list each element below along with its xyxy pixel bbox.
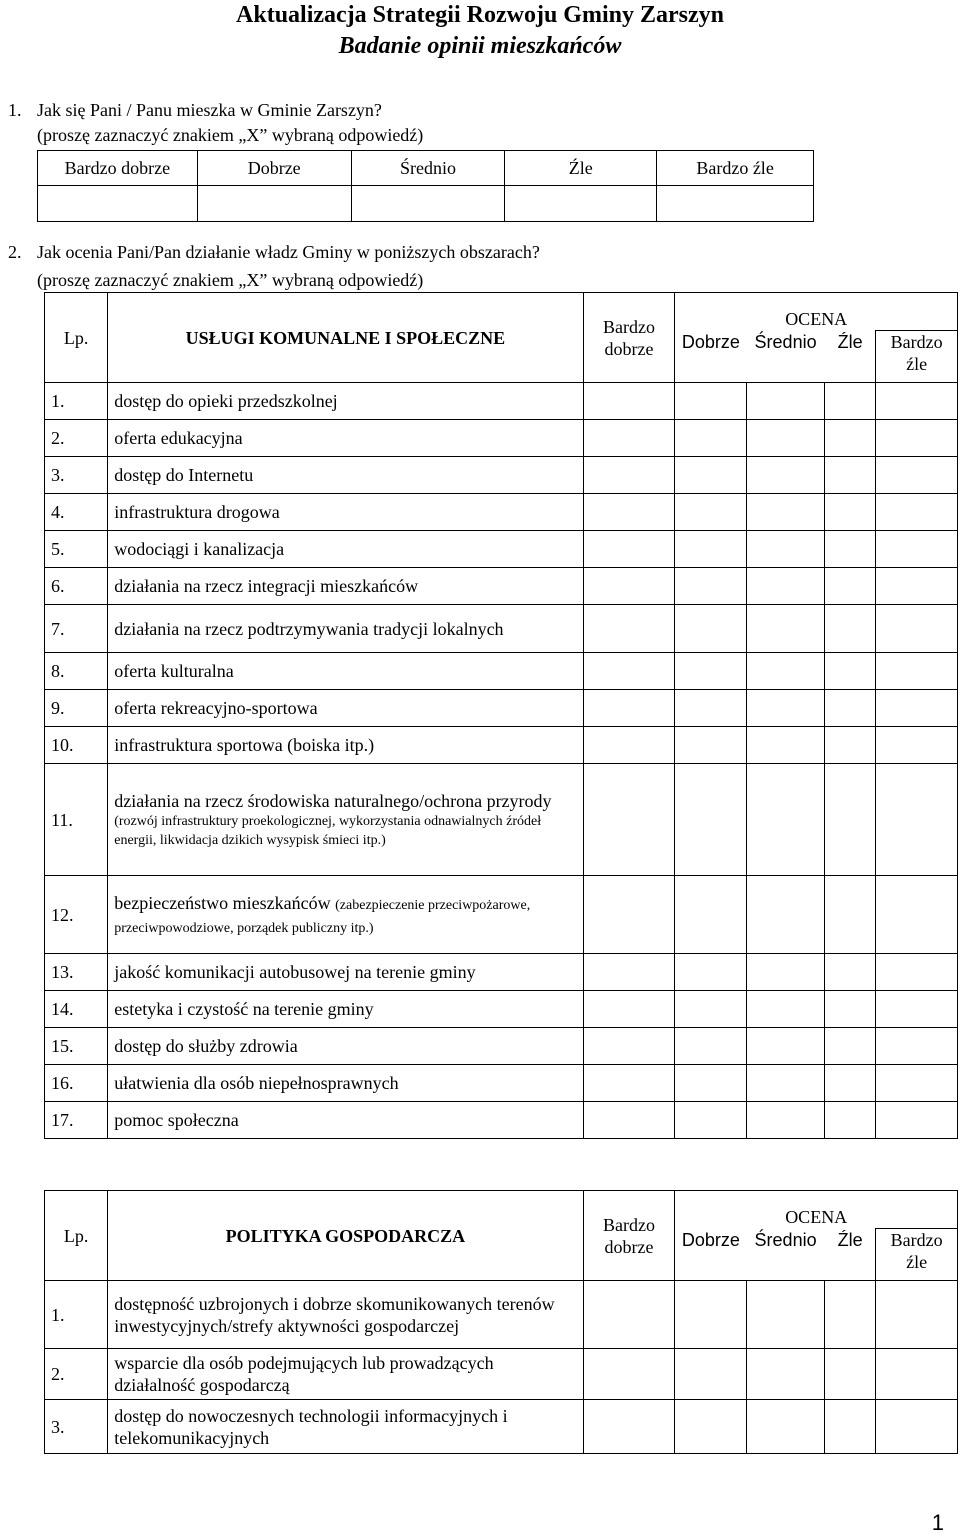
row-label-text: dostępność uzbrojonych i dobrze skomunikowanych terenów inwestycyjnych/strefy aktywności gospodarczej	[114, 1293, 555, 1336]
row-label	[108, 605, 583, 653]
rating-cell[interactable]	[876, 1065, 958, 1102]
table-row	[45, 991, 958, 1028]
rating-cell[interactable]	[746, 653, 825, 690]
row-label	[108, 991, 583, 1028]
row-label	[108, 690, 583, 727]
rating-cell[interactable]	[876, 605, 958, 653]
rating-cell[interactable]	[675, 876, 746, 954]
rating-cell[interactable]	[746, 690, 825, 727]
table-row	[45, 727, 958, 764]
table-row	[45, 531, 958, 568]
question-text: Jak ocenia Pani/Pan działanie władz Gminy w poniższych obszarach?	[37, 242, 540, 262]
table-row	[45, 1349, 958, 1400]
rating-cell[interactable]	[746, 420, 825, 457]
rating-cell[interactable]	[675, 1281, 746, 1349]
row-label-text: dostęp do opieki przedszkolnej	[114, 391, 338, 411]
rating-cell[interactable]	[583, 764, 675, 876]
row-label	[108, 1281, 583, 1349]
rating-cell[interactable]	[675, 1065, 746, 1102]
rating-cell[interactable]	[825, 1102, 876, 1139]
rating-cell[interactable]	[746, 1102, 825, 1139]
row-label-text: dostęp do nowoczesnych technologii informacyjnych i telekomunikacyjnych	[114, 1405, 508, 1448]
row-label	[108, 1028, 583, 1065]
table-row	[45, 954, 958, 991]
row-label	[108, 531, 583, 568]
rating-cell[interactable]	[583, 653, 675, 690]
rating-cell[interactable]	[675, 1028, 746, 1065]
table-row	[45, 653, 958, 690]
rating-cell[interactable]	[675, 690, 746, 727]
rating-cell[interactable]	[876, 1281, 958, 1349]
page-number: 1	[931, 1510, 944, 1535]
rating-cell[interactable]	[876, 991, 958, 1028]
table-row	[45, 568, 958, 605]
row-label-text: działania na rzecz integracji mieszkańców	[114, 576, 419, 596]
rating-cell[interactable]	[746, 568, 825, 605]
rating-cell[interactable]	[876, 1028, 958, 1065]
rating-cell[interactable]	[675, 727, 746, 764]
rating-cell[interactable]	[583, 383, 675, 420]
rating-cell[interactable]	[876, 764, 958, 876]
rating-cell[interactable]	[583, 568, 675, 605]
table-row	[45, 1102, 958, 1139]
question-2	[8, 240, 540, 264]
row-label-text: działania na rzecz środowiska naturalnego/ochrona przyrody	[114, 790, 552, 811]
rating-cell[interactable]	[583, 420, 675, 457]
option-label: Źle	[505, 151, 657, 186]
table-row	[45, 383, 958, 420]
row-label-text: pomoc społeczna	[114, 1110, 239, 1130]
rating-cell[interactable]	[825, 568, 876, 605]
rating-cell[interactable]	[876, 1400, 958, 1454]
rating-cell[interactable]	[583, 1102, 675, 1139]
row-label	[108, 653, 583, 690]
question-number: 2.	[8, 242, 22, 262]
answer-cell[interactable]	[505, 186, 657, 222]
row-number: 1.	[45, 1281, 108, 1349]
option-label: Średnio	[351, 151, 505, 186]
rating-cell[interactable]	[746, 1281, 825, 1349]
option-label: Bardzo źle	[657, 151, 814, 186]
table-row	[45, 494, 958, 531]
row-label	[108, 1065, 583, 1102]
rating-cell[interactable]	[825, 653, 876, 690]
rating-cell[interactable]	[583, 1281, 675, 1349]
table-row	[45, 690, 958, 727]
row-label-text: jakość komunikacji autobusowej na terenie gminy	[114, 962, 476, 982]
table-row	[45, 605, 958, 653]
rating-cell[interactable]	[825, 383, 876, 420]
table-header-row	[45, 1191, 958, 1229]
rating-cell[interactable]	[583, 494, 675, 531]
rating-cell[interactable]	[675, 653, 746, 690]
rating-cell[interactable]	[746, 876, 825, 954]
answer-cell[interactable]	[38, 186, 198, 222]
rating-cell[interactable]	[583, 690, 675, 727]
rating-cell[interactable]	[825, 991, 876, 1028]
row-label	[108, 457, 583, 494]
row-label	[108, 876, 583, 954]
rating-header-zle: Źle	[825, 1229, 876, 1281]
question-2-hint: (proszę zaznaczyć znakiem „X” wybraną odpowiedź)	[37, 270, 424, 290]
rating-cell[interactable]	[876, 1102, 958, 1139]
row-label-text: ułatwienia dla osób niepełnosprawnych	[114, 1073, 399, 1093]
row-label	[108, 1349, 583, 1400]
lp-header: Lp.	[45, 293, 108, 383]
row-number: 17.	[45, 1102, 108, 1139]
rating-cell[interactable]	[583, 1349, 675, 1400]
row-label-text: wodociągi i kanalizacja	[114, 539, 285, 559]
answer-cell[interactable]	[197, 186, 351, 222]
rating-cell[interactable]	[675, 457, 746, 494]
row-label	[108, 1400, 583, 1454]
rating-cell[interactable]	[825, 420, 876, 457]
rating-cell[interactable]	[876, 690, 958, 727]
row-number: 4.	[45, 494, 108, 531]
rating-cell[interactable]	[583, 457, 675, 494]
rating-cell[interactable]	[876, 420, 958, 457]
section-heading: POLITYKA GOSPODARCZA	[108, 1191, 583, 1281]
rating-cell[interactable]	[876, 383, 958, 420]
rating-cell[interactable]	[746, 1400, 825, 1454]
table-row	[45, 764, 958, 876]
rating-cell[interactable]	[583, 1028, 675, 1065]
rating-table-services	[44, 292, 958, 1139]
rating-cell[interactable]	[825, 1065, 876, 1102]
rating-cell[interactable]	[825, 1349, 876, 1400]
row-label-text: infrastruktura sportowa (boiska itp.)	[114, 735, 375, 755]
rating-cell[interactable]	[825, 1281, 876, 1349]
rating-cell[interactable]	[825, 876, 876, 954]
rating-cell[interactable]	[675, 991, 746, 1028]
option-label: Bardzo dobrze	[38, 151, 198, 186]
rating-cell[interactable]	[583, 991, 675, 1028]
rating-cell[interactable]	[583, 1400, 675, 1454]
rating-cell[interactable]	[746, 991, 825, 1028]
row-label-text: dostęp do służby zdrowia	[114, 1036, 298, 1056]
row-number: 2.	[45, 1349, 108, 1400]
rating-cell[interactable]	[675, 605, 746, 653]
rating-cell[interactable]	[746, 531, 825, 568]
row-number: 16.	[45, 1065, 108, 1102]
rating-header-bardzo-zle: Bardzo źle	[876, 331, 958, 383]
rating-cell[interactable]	[583, 954, 675, 991]
rating-cell[interactable]	[746, 727, 825, 764]
row-label	[108, 764, 583, 876]
row-label	[108, 494, 583, 531]
rating-cell[interactable]	[675, 764, 746, 876]
row-label	[108, 1102, 583, 1139]
rating-header-bardzo-zle: Bardzo źle	[876, 1229, 958, 1281]
row-number: 8.	[45, 653, 108, 690]
option-label: Dobrze	[197, 151, 351, 186]
row-label	[108, 568, 583, 605]
rating-header-dobrze: Dobrze	[675, 1229, 746, 1281]
rating-cell[interactable]	[583, 605, 675, 653]
row-number: 5.	[45, 531, 108, 568]
question-text: Jak się Pani / Panu mieszka w Gminie Zarszyn?	[37, 100, 382, 120]
row-label-text: oferta kulturalna	[114, 661, 234, 681]
row-label-note: (zabezpieczenie przeciwpożarowe, przeciwpowodziowe, porządek publiczny itp.)	[114, 897, 531, 936]
rating-cell[interactable]	[876, 876, 958, 954]
rating-cell[interactable]	[746, 494, 825, 531]
rating-cell[interactable]	[876, 494, 958, 531]
row-number: 3.	[45, 457, 108, 494]
row-label	[108, 727, 583, 764]
row-label-text: infrastruktura drogowa	[114, 502, 280, 522]
rating-header-bardzo-dobrze: Bardzo dobrze	[583, 1191, 675, 1281]
rating-cell[interactable]	[675, 568, 746, 605]
rating-cell[interactable]	[825, 727, 876, 764]
rating-cell[interactable]	[583, 876, 675, 954]
rating-cell[interactable]	[825, 764, 876, 876]
table-header-row	[45, 293, 958, 331]
ocena-header: OCENA	[675, 1191, 958, 1229]
rating-cell[interactable]	[746, 383, 825, 420]
rating-cell[interactable]	[876, 457, 958, 494]
rating-cell[interactable]	[675, 531, 746, 568]
rating-cell[interactable]	[876, 1349, 958, 1400]
rating-cell[interactable]	[746, 1349, 825, 1400]
row-number: 7.	[45, 605, 108, 653]
rating-cell[interactable]	[876, 531, 958, 568]
row-label-text: oferta edukacyjna	[114, 428, 243, 448]
rating-cell[interactable]	[583, 1065, 675, 1102]
rating-cell[interactable]	[675, 1102, 746, 1139]
rating-cell[interactable]	[675, 494, 746, 531]
rating-cell[interactable]	[876, 568, 958, 605]
rating-cell[interactable]	[825, 605, 876, 653]
row-number: 12.	[45, 876, 108, 954]
row-number: 9.	[45, 690, 108, 727]
rating-cell[interactable]	[825, 690, 876, 727]
rating-cell[interactable]	[825, 494, 876, 531]
row-label	[108, 383, 583, 420]
row-label-text: bezpieczeństwo mieszkańców	[114, 892, 331, 913]
row-number: 1.	[45, 383, 108, 420]
row-number: 2.	[45, 420, 108, 457]
document-title: Aktualizacja Strategii Rozwoju Gminy Zarszyn	[236, 2, 724, 28]
answer-cell[interactable]	[351, 186, 505, 222]
row-number: 13.	[45, 954, 108, 991]
row-label-text: wsparcie dla osób podejmujących lub prowadzących działalność gospodarczą	[114, 1353, 494, 1395]
rating-cell[interactable]	[746, 457, 825, 494]
rating-cell[interactable]	[583, 727, 675, 764]
rating-cell[interactable]	[746, 1028, 825, 1065]
row-number: 6.	[45, 568, 108, 605]
rating-cell[interactable]	[746, 954, 825, 991]
rating-cell[interactable]	[825, 457, 876, 494]
rating-cell[interactable]	[675, 1400, 746, 1454]
question-1	[8, 98, 382, 122]
document-subtitle: Badanie opinii mieszkańców	[338, 33, 622, 59]
row-number: 11.	[45, 764, 108, 876]
rating-cell[interactable]	[583, 531, 675, 568]
question-number: 1.	[8, 100, 22, 120]
section-heading: USŁUGI KOMUNALNE I SPOŁECZNE	[108, 293, 583, 383]
table-row	[45, 1065, 958, 1102]
row-label-note: (rozwój infrastruktury proekologicznej, wykorzystania odnawialnych źródeł energii, likwidacja dzikich wysypisk śmieci itp.)	[114, 813, 542, 848]
row-number: 15.	[45, 1028, 108, 1065]
rating-cell[interactable]	[825, 531, 876, 568]
rating-cell[interactable]	[746, 1065, 825, 1102]
rating-cell[interactable]	[825, 954, 876, 991]
rating-cell[interactable]	[675, 954, 746, 991]
rating-cell[interactable]	[876, 653, 958, 690]
rating-cell[interactable]	[746, 764, 825, 876]
rating-cell[interactable]	[876, 727, 958, 764]
row-label-text: estetyka i czystość na terenie gminy	[114, 999, 374, 1019]
ocena-header: OCENA	[675, 293, 958, 331]
table-row	[45, 420, 958, 457]
rating-cell[interactable]	[675, 1349, 746, 1400]
row-label-text: działania na rzecz podtrzymywania tradycji lokalnych	[114, 618, 504, 639]
table-row	[45, 1281, 958, 1349]
row-number: 3.	[45, 1400, 108, 1454]
rating-cell[interactable]	[825, 1400, 876, 1454]
row-label-text: oferta rekreacyjno-sportowa	[114, 698, 318, 718]
answer-cell[interactable]	[657, 186, 814, 222]
rating-cell[interactable]	[746, 605, 825, 653]
lp-header: Lp.	[45, 1191, 108, 1281]
rating-cell[interactable]	[675, 383, 746, 420]
table-row	[45, 1400, 958, 1454]
rating-table-economy	[44, 1190, 958, 1454]
rating-cell[interactable]	[825, 1028, 876, 1065]
table-row	[45, 457, 958, 494]
row-number: 10.	[45, 727, 108, 764]
answer-input-row	[38, 186, 814, 222]
row-label	[108, 954, 583, 991]
row-label-text: dostęp do Internetu	[114, 465, 254, 485]
table-row	[45, 876, 958, 954]
row-label	[108, 420, 583, 457]
rating-header-srednio: Średnio	[746, 331, 825, 383]
table-row	[45, 1028, 958, 1065]
rating-cell[interactable]	[675, 420, 746, 457]
rating-header-bardzo-dobrze: Bardzo dobrze	[583, 293, 675, 383]
answer-table-q1	[37, 150, 814, 222]
rating-cell[interactable]	[876, 954, 958, 991]
row-number: 14.	[45, 991, 108, 1028]
rating-header-srednio: Średnio	[746, 1229, 825, 1281]
rating-header-dobrze: Dobrze	[675, 331, 746, 383]
answer-header-row	[38, 151, 814, 186]
rating-header-zle: Źle	[825, 331, 876, 383]
question-1-hint: (proszę zaznaczyć znakiem „X” wybraną odpowiedź)	[37, 125, 424, 145]
